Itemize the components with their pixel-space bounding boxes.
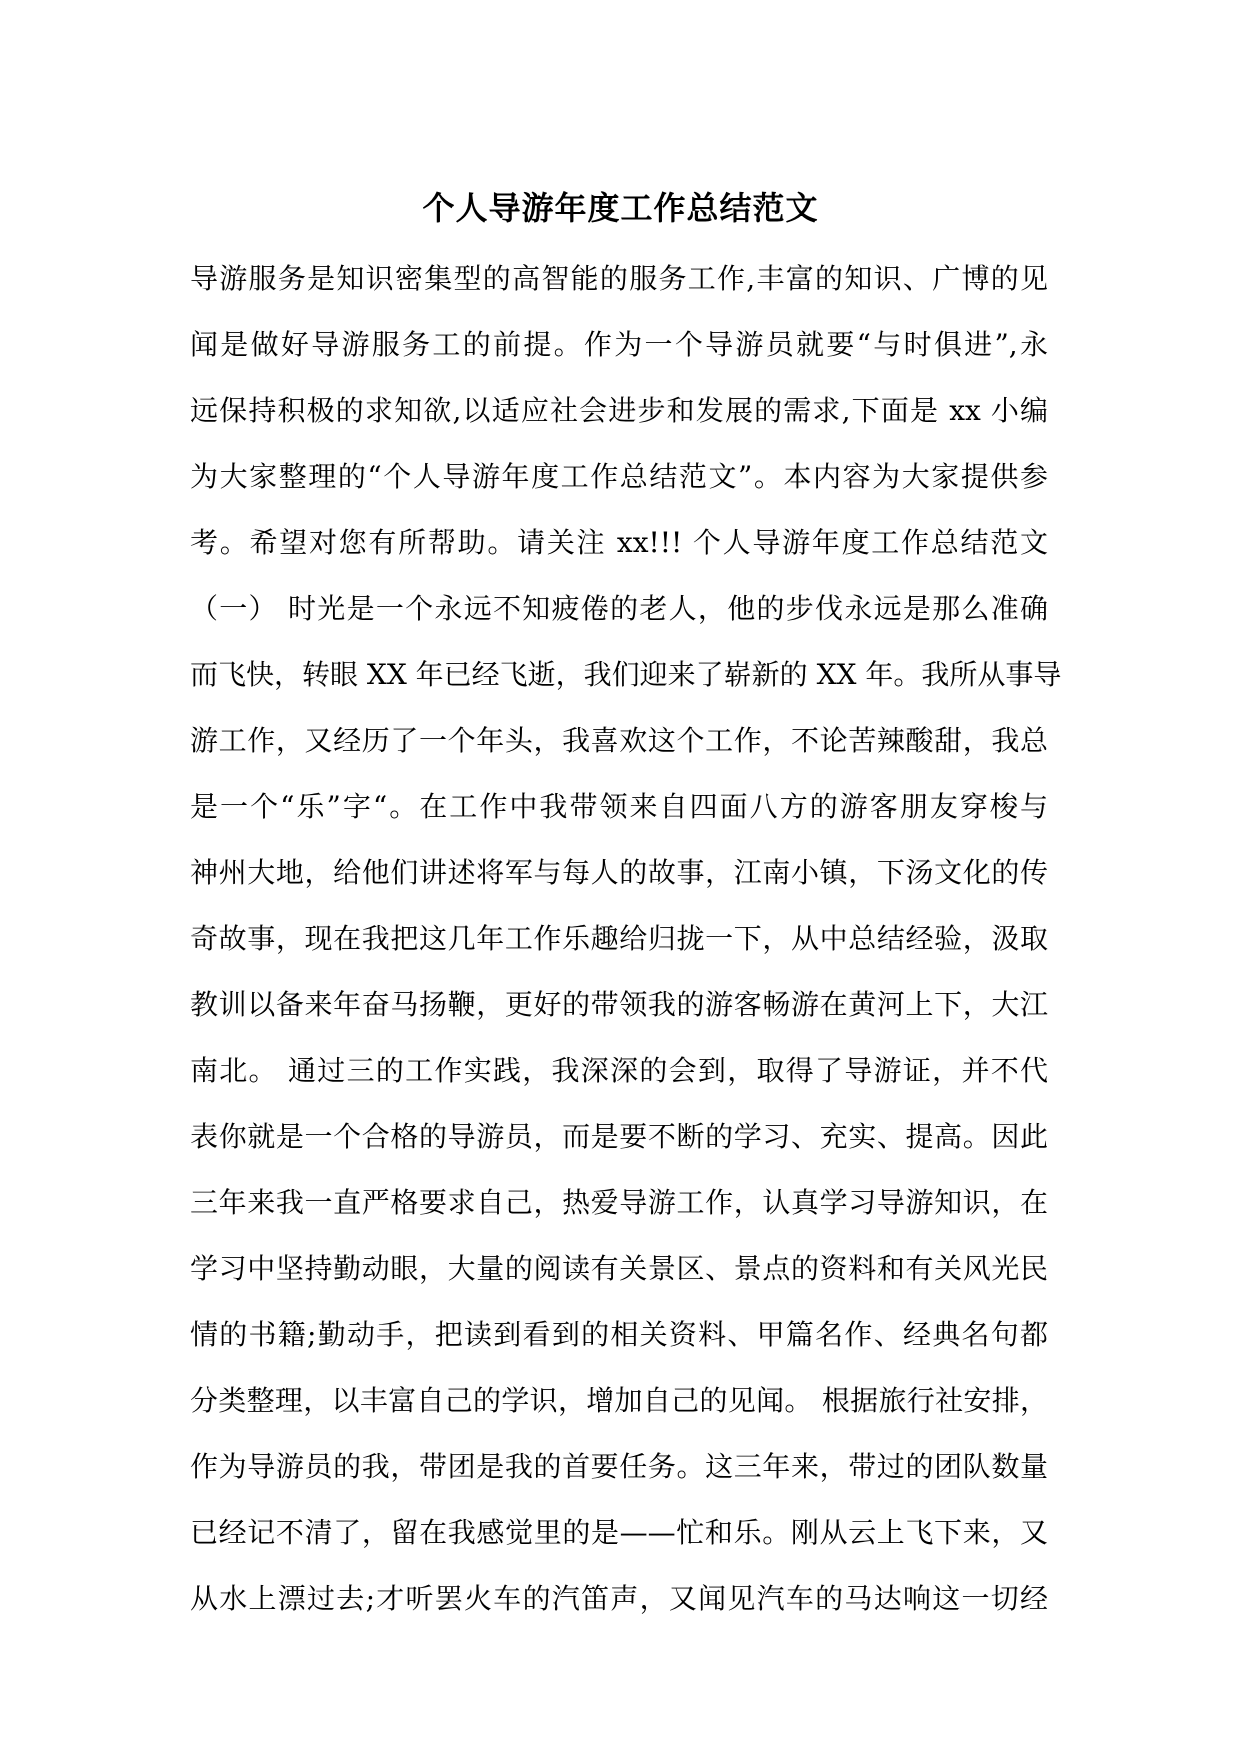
body-line: 是一个“乐”字“。在工作中我带领来自四面八方的游客朋友穿梭与 bbox=[190, 790, 1048, 823]
body-line: 闻是做好导游服务工的前提。作为一个导游员就要“与时俱进”,永 bbox=[190, 328, 1048, 361]
body-line: 为大家整理的“个人导游年度工作总结范文”。本内容为大家提供参 bbox=[190, 460, 1048, 493]
body-line: （一） 时光是一个永远不知疲倦的老人，他的步伐永远是那么准确 bbox=[190, 592, 1048, 625]
body-line: 分类整理，以丰富自己的学识，增加自己的见闻。 根据旅行社安排， bbox=[190, 1384, 1048, 1417]
body-line: 从水上漂过去;才听罢火车的汽笛声，又闻见汽车的马达响这一切经 bbox=[190, 1582, 1048, 1615]
body-line: 游工作，又经历了一个年头，我喜欢这个工作，不论苦辣酸甜，我总 bbox=[190, 724, 1048, 757]
body-line: 而飞快，转眼 XX 年已经飞逝，我们迎来了崭新的 XX 年。我所从事导 bbox=[190, 658, 1062, 691]
body-line: 远保持积极的求知欲,以适应社会进步和发展的需求,下面是 xx 小编 bbox=[190, 394, 1048, 427]
body-line: 神州大地，给他们讲述将军与每人的故事，江南小镇，下汤文化的传 bbox=[190, 856, 1048, 889]
body-line: 情的书籍;勤动手，把读到看到的相关资料、甲篇名作、经典名句都 bbox=[190, 1318, 1048, 1351]
document-title: 个人导游年度工作总结范文 bbox=[422, 189, 819, 227]
body-line: 表你就是一个合格的导游员，而是要不断的学习、充实、提高。因此 bbox=[190, 1120, 1048, 1153]
body-line: 南北。 通过三的工作实践，我深深的会到，取得了导游证，并不代 bbox=[190, 1054, 1048, 1087]
body-line: 三年来我一直严格要求自己，热爱导游工作，认真学习导游知识，在 bbox=[190, 1186, 1048, 1219]
body-line: 已经记不清了，留在我感觉里的是——忙和乐。刚从云上飞下来，又 bbox=[190, 1516, 1048, 1549]
body-line: 教训以备来年奋马扬鞭，更好的带领我的游客畅游在黄河上下，大江 bbox=[190, 988, 1048, 1021]
document-body bbox=[190, 246, 1062, 1632]
body-line: 学习中坚持勤动眼，大量的阅读有关景区、景点的资料和有关风光民 bbox=[190, 1252, 1048, 1285]
body-line: 考。希望对您有所帮助。请关注 xx!!! 个人导游年度工作总结范文 bbox=[190, 526, 1048, 559]
body-line: 导游服务是知识密集型的高智能的服务工作,丰富的知识、广博的见 bbox=[190, 262, 1048, 295]
body-line: 作为导游员的我，带团是我的首要任务。这三年来，带过的团队数量 bbox=[190, 1450, 1048, 1483]
body-line: 奇故事，现在我把这几年工作乐趣给归拢一下，从中总结经验，汲取 bbox=[190, 922, 1048, 955]
